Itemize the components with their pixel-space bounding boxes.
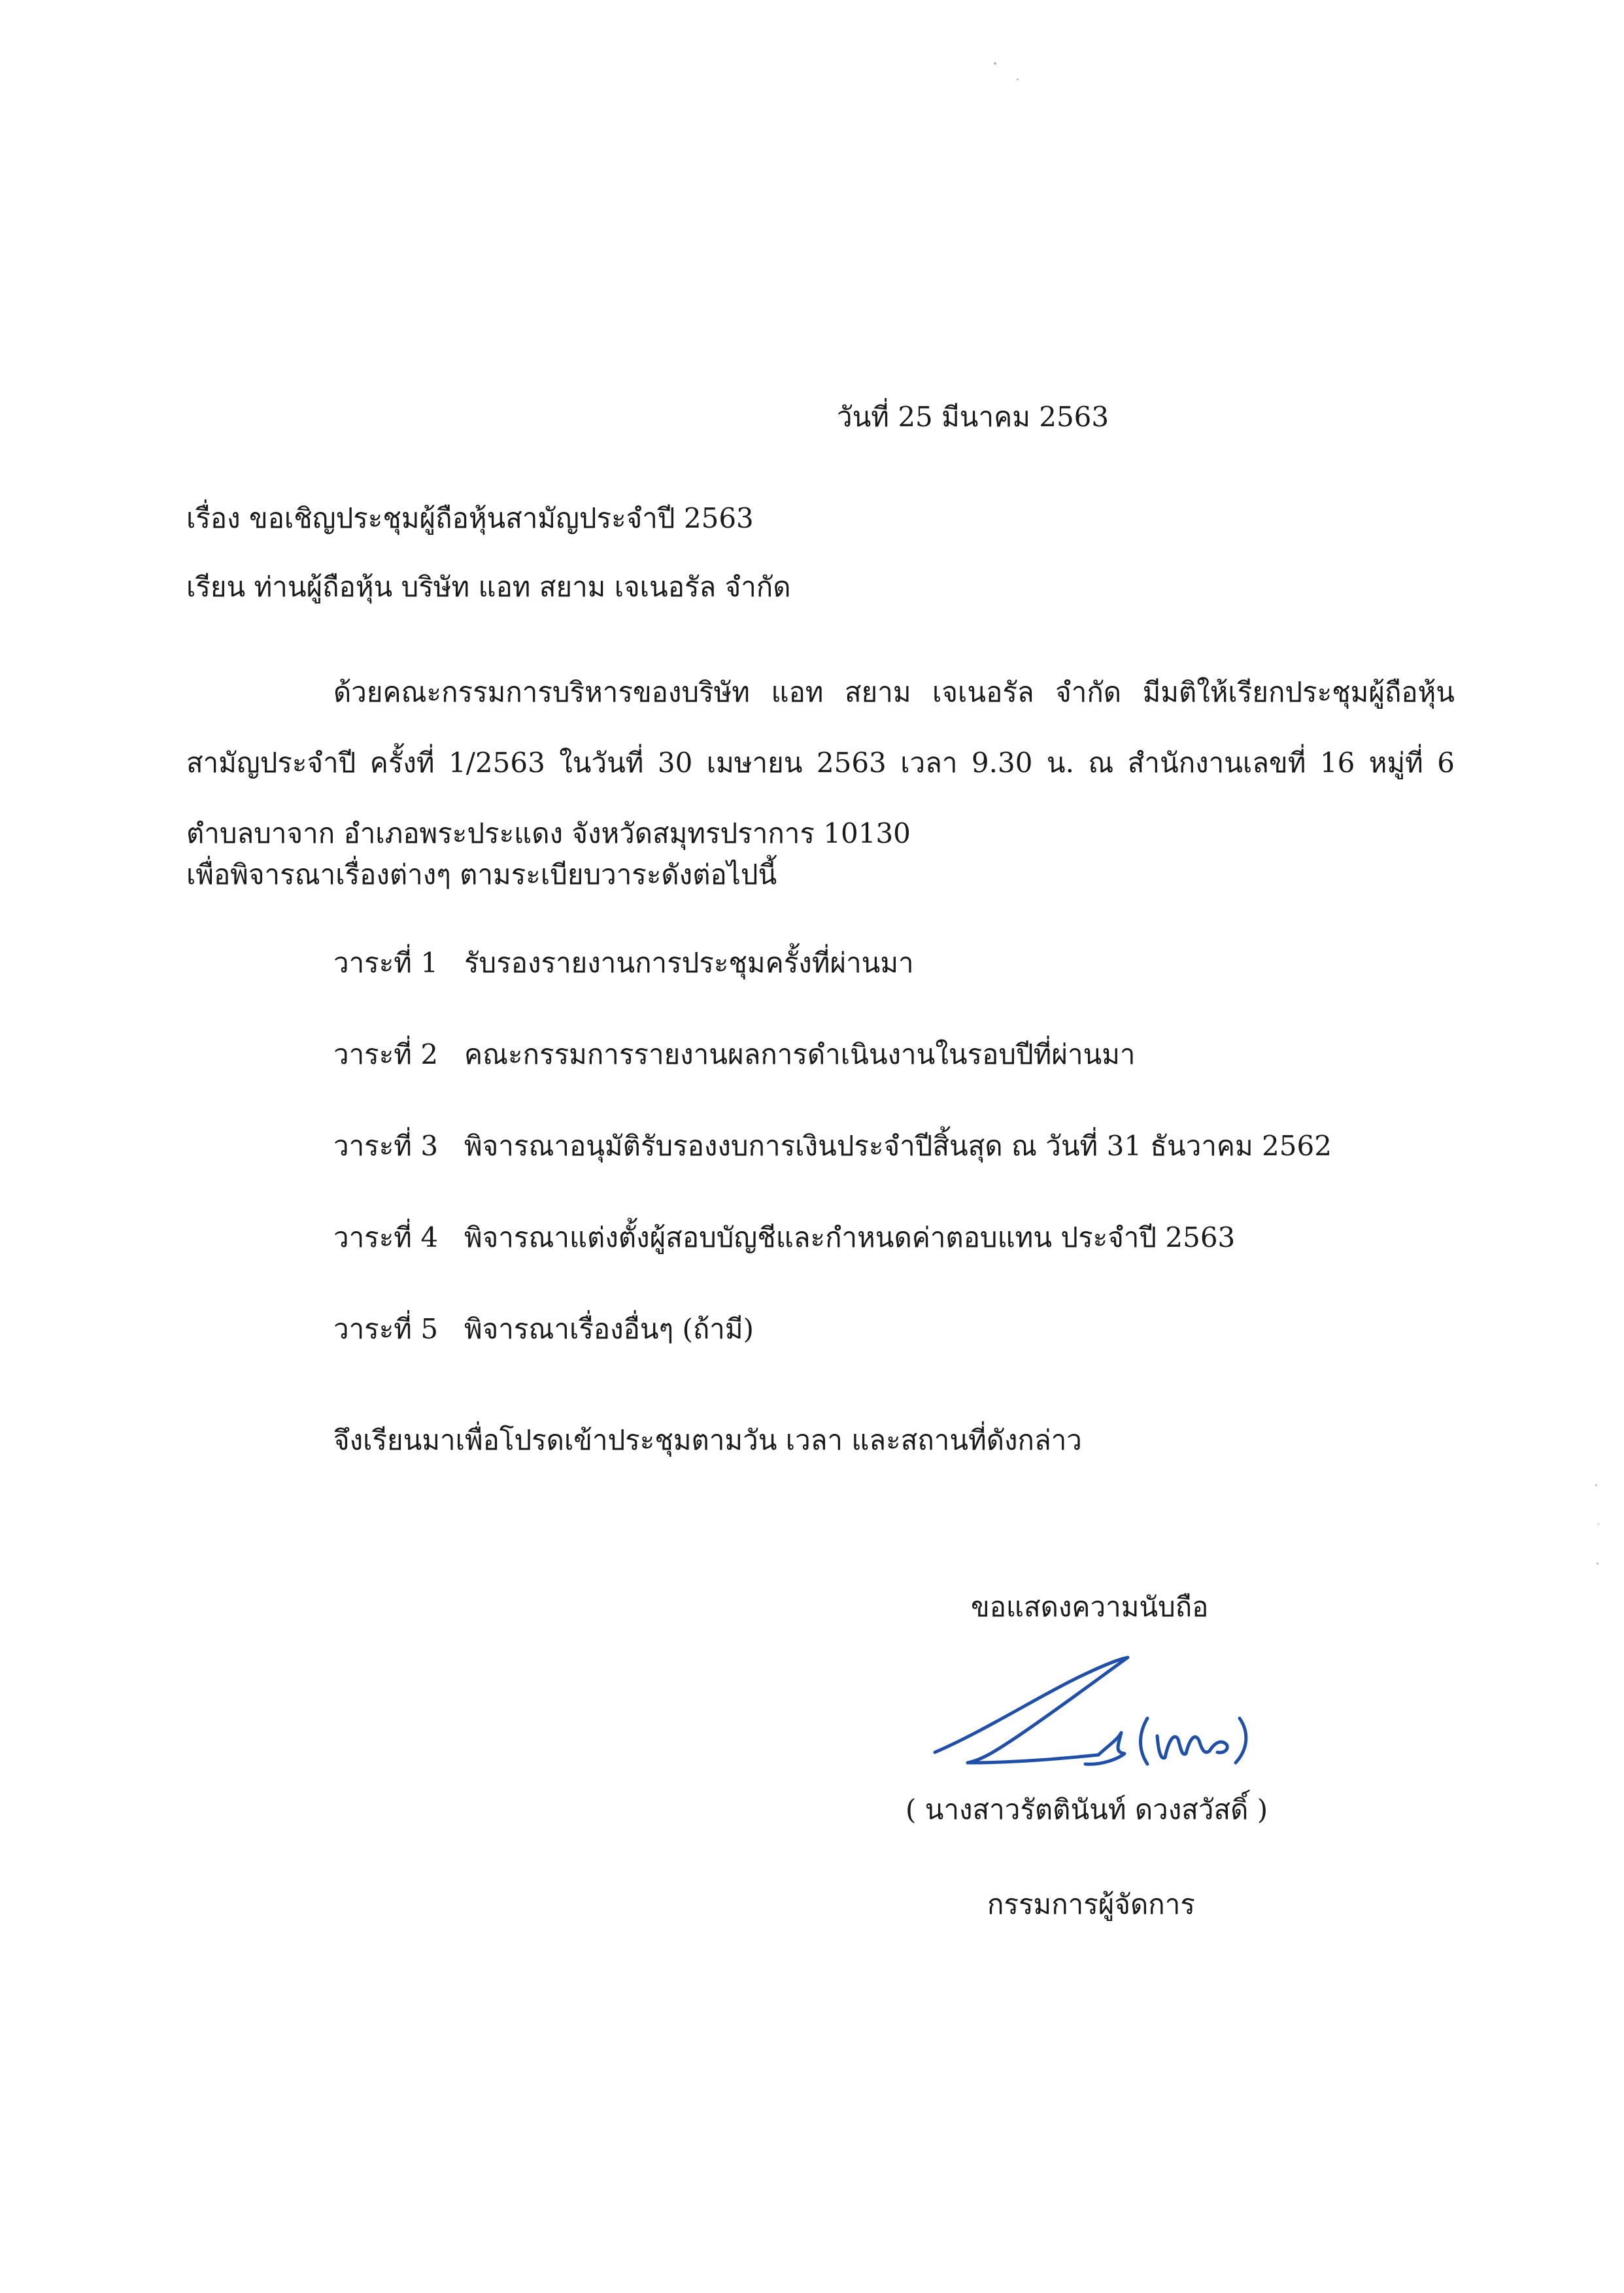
agenda-number: วาระที่ 3 <box>333 1130 439 1162</box>
agenda-number: วาระที่ 1 <box>333 947 439 979</box>
agenda-text: คณะกรรมการรายงานผลการดำเนินงานในรอบปีที่ผ่านมา <box>464 1038 1136 1070</box>
letter-salutation: เรียน ท่านผู้ถือหุ้น บริษัท แอท สยาม เจเนอรัล จำกัด <box>186 571 791 603</box>
agenda-text: พิจารณาเรื่องอื่นๆ (ถ้ามี) <box>464 1313 754 1345</box>
agenda-item <box>333 945 1332 1036</box>
agenda-text: รับรองรายงานการประชุมครั้งที่ผ่านมา <box>464 947 914 979</box>
handwritten-signature <box>922 1641 1262 1792</box>
agenda-item <box>333 1036 1332 1128</box>
agenda-number: วาระที่ 2 <box>333 1038 439 1070</box>
closing-sentence: จึงเรียนมาเพื่อโปรดเข้าประชุมตามวัน เวลา และสถานที่ดังกล่าว <box>333 1424 1082 1456</box>
scan-speck <box>1598 1523 1599 1525</box>
scan-speck <box>1597 1563 1599 1565</box>
agenda-item <box>333 1311 1332 1402</box>
letter-date: วันที่ 25 มีนาคม 2563 <box>837 401 1109 433</box>
agenda-number: วาระที่ 4 <box>333 1221 439 1253</box>
signer-title: กรรมการผู้จัดการ <box>987 1888 1195 1920</box>
agenda-text: พิจารณาแต่งตั้งผู้สอบบัญชีและกำหนดค่าตอบแทน ประจำปี 2563 <box>464 1221 1236 1253</box>
letter-subject: เรื่อง ขอเชิญประชุมผู้ถือหุ้นสามัญประจำปี 2563 <box>186 502 754 534</box>
agenda-item <box>333 1128 1332 1219</box>
agenda-list <box>333 945 1332 1402</box>
scan-speck <box>1595 1484 1597 1486</box>
agenda-text: พิจารณาอนุมัติรับรองงบการเงินประจำปีสิ้นสุด ณ วันที่ 31 ธันวาคม 2562 <box>464 1130 1332 1162</box>
sign-off: ขอแสดงความนับถือ <box>971 1591 1209 1623</box>
agenda-intro: เพื่อพิจารณาเรื่องต่างๆ ตามระเบียบวาระดังต่อไปนี้ <box>186 858 777 891</box>
scan-speck <box>1017 78 1019 80</box>
scan-speck <box>994 62 996 65</box>
signer-name: ( นางสาวรัตตินันท์ ดวงสวัสดิ์ ) <box>905 1793 1268 1826</box>
letter-body-paragraph: ด้วยคณะกรรมการบริหารของบริษัท แอท สยาม เจเนอรัล จำกัด มีมติให้เรียกประชุมผู้ถือหุ้นสามัญประจำปี ครั้งที่ 1/2563 ในวันที่ 30 เมษายน 2563 เวลา 9.30 น. ณ สำนักงานเลขที่ 16 หมู่ที่ 6 ตำบลบาจาก อำเภอพระประแดง จังหวัดสมุทรปราการ 10130 <box>186 676 1455 849</box>
agenda-number: วาระที่ 5 <box>333 1313 439 1345</box>
agenda-item <box>333 1219 1332 1311</box>
